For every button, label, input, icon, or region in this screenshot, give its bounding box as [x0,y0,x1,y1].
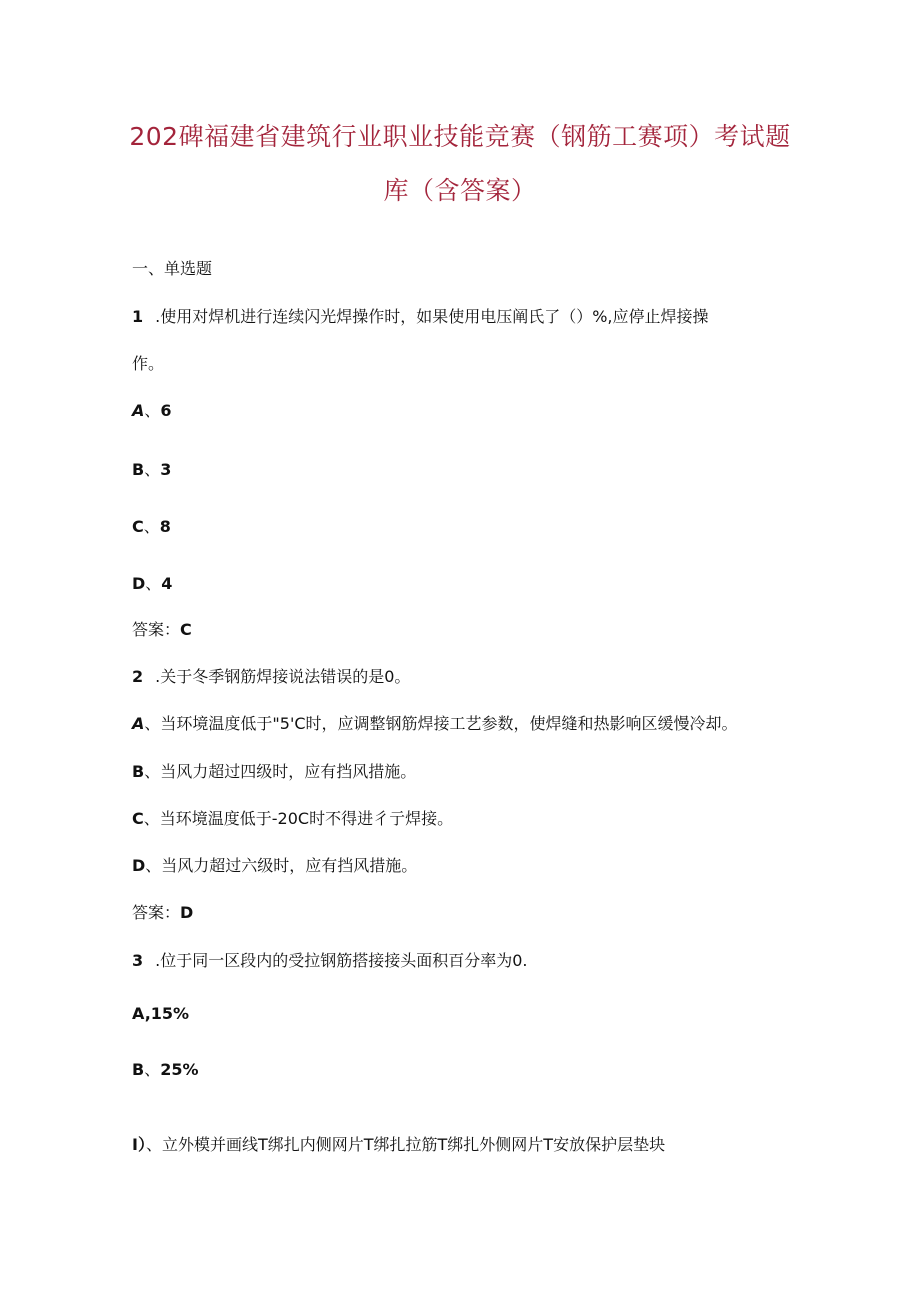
trailing-line [132,1134,665,1156]
option-value: 当环境温度低于-20C时不得进彳亍焊接。 [159,809,454,828]
answer-label: 答案： [132,620,181,639]
option-separator: 、 [143,809,160,828]
option-c [132,808,453,830]
option-value: 4 [161,574,173,593]
option-letter: B [132,460,145,479]
option-b [132,459,171,481]
answer-value: D [180,903,194,922]
option-letter: C [132,809,144,828]
question-number: 3 [132,951,144,970]
option-separator: 、 [144,714,161,733]
option-value: 25% [160,1060,199,1079]
option-letter: B [132,1060,145,1079]
option-b [132,761,416,783]
option-value: 3 [160,460,172,479]
answer-label: 答案： [132,903,181,922]
option-separator: 、 [143,517,160,536]
section-heading: 一、单选题 [132,259,213,278]
option-separator: 、 [145,574,162,593]
option-value: 8 [159,517,171,536]
option-letter: A [132,714,145,733]
answer-2 [132,902,193,924]
option-separator: 、 [144,401,161,420]
option-letter: B [132,762,145,781]
answer-value: C [180,620,192,639]
option-value: 当环境温度低于"5'C时，应调整钢筋焊接工艺参数，使焊缝和热影响区缓慢冷却。 [160,714,738,733]
question-number: 2 [132,667,144,686]
trailing-text: 、立外模并画线T绑扎内侧网片T绑扎拉筋T绑扎外侧网片T安放保护层垫块 [145,1135,666,1154]
option-a [132,713,738,735]
option-a [132,1003,189,1025]
option-separator: 、 [144,1060,161,1079]
answer-1 [132,619,192,641]
option-letter: D [132,856,146,875]
question-text: .关于冬季钢筋焊接说法错误的是0。 [155,667,411,686]
option-value: 6 [160,401,172,420]
document-title-line-1: 202碑福建省建筑行业职业技能竞赛（钢筋工赛项）考试题 [129,122,791,151]
option-separator: 、 [145,856,162,875]
question-2 [132,666,410,688]
question-number: 1 [132,307,144,326]
question-1-continuation: 作。 [132,354,165,373]
question-text: .使用对焊机进行连续闪光焊操作时，如果使用电压阐氏了（）%,应停止焊接操 [155,307,709,326]
option-a [132,400,172,422]
option-letter: A [132,401,145,420]
option-d [132,573,172,595]
question-text: .位于同一区段内的受拉钢筋搭接接头面积百分率为0. [155,951,528,970]
option-value: 当风力超过六级时，应有挡风措施。 [161,856,418,875]
option-letter: A [132,1004,145,1023]
option-separator: 、 [144,762,161,781]
trailing-prefix: I） [132,1135,146,1154]
option-value: 当风力超过四级时，应有挡风措施。 [160,762,417,781]
option-c [132,516,171,538]
option-letter: C [132,517,144,536]
option-b [132,1059,199,1081]
question-1 [132,306,709,328]
option-d [132,855,417,877]
question-3 [132,950,528,972]
option-separator: , [144,1004,151,1023]
option-letter: D [132,574,146,593]
option-value: 15% [150,1004,190,1023]
document-title-line-2: 库（含答案） [383,176,537,205]
option-separator: 、 [144,460,161,479]
